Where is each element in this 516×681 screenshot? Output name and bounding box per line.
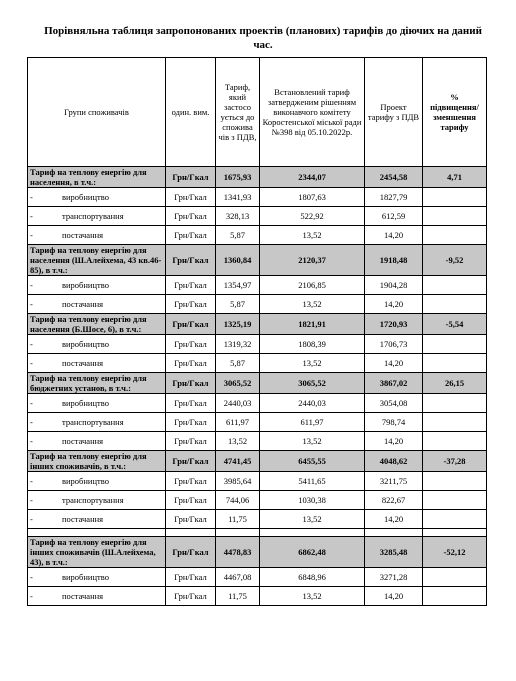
cell-current: 744,06 — [216, 491, 260, 510]
group-row — [28, 451, 487, 472]
cell-approved: 3065,52 — [260, 373, 365, 394]
cell-current: 2440,03 — [216, 394, 260, 413]
header-unit: один. вим. — [166, 58, 216, 167]
row-label: виробництво — [62, 280, 109, 290]
row-label: транспортування — [62, 211, 124, 221]
table-row — [28, 413, 487, 432]
cell-pct: -52,12 — [423, 537, 487, 568]
cell-project: 3271,28 — [365, 568, 423, 587]
row-dash: - — [30, 358, 33, 368]
cell-name — [28, 587, 166, 606]
cell-name — [28, 394, 166, 413]
cell-name — [28, 568, 166, 587]
cell-pct — [423, 413, 487, 432]
cell-name — [28, 472, 166, 491]
cell-pct: -9,52 — [423, 245, 487, 276]
cell-pct — [423, 207, 487, 226]
cell-unit: Грн/Гкал — [166, 188, 216, 207]
cell-unit: Грн/Гкал — [166, 413, 216, 432]
cell-name: Тариф на теплову енергію для населення (Ш.Алейхема, 43 кв.46-85), в т.ч.: — [28, 245, 166, 276]
cell-pct: 4,71 — [423, 167, 487, 188]
row-label: виробництво — [62, 339, 109, 349]
group-row — [28, 537, 487, 568]
cell-approved: 13,52 — [260, 587, 365, 606]
cell-project: 3054,08 — [365, 394, 423, 413]
group-row — [28, 314, 487, 335]
cell-current: 1319,32 — [216, 335, 260, 354]
cell-pct — [423, 587, 487, 606]
cell-unit: Грн/Гкал — [166, 207, 216, 226]
cell-project: 3285,48 — [365, 537, 423, 568]
cell-approved: 13,52 — [260, 432, 365, 451]
cell-approved: 2344,07 — [260, 167, 365, 188]
cell-pct — [423, 335, 487, 354]
cell-approved: 1030,38 — [260, 491, 365, 510]
cell-pct: 26,15 — [423, 373, 487, 394]
cell-project: 3867,02 — [365, 373, 423, 394]
row-label: постачання — [62, 299, 104, 309]
row-label: транспортування — [62, 495, 124, 505]
table-row — [28, 432, 487, 451]
cell-unit: Грн/Гкал — [166, 432, 216, 451]
cell-unit: Грн/Гкал — [166, 587, 216, 606]
cell-approved: 6862,48 — [260, 537, 365, 568]
cell-current: 4478,83 — [216, 537, 260, 568]
cell-unit: Грн/Гкал — [166, 335, 216, 354]
cell-unit: Грн/Гкал — [166, 167, 216, 188]
cell-name — [28, 491, 166, 510]
cell-unit: Грн/Гкал — [166, 537, 216, 568]
cell-project: 2454,58 — [365, 167, 423, 188]
group-row — [28, 373, 487, 394]
cell-approved: 611,97 — [260, 413, 365, 432]
cell-pct — [423, 529, 487, 537]
table-row — [28, 226, 487, 245]
table-row — [28, 394, 487, 413]
group-row — [28, 167, 487, 188]
cell-project: 4048,62 — [365, 451, 423, 472]
table-row — [28, 491, 487, 510]
cell-project: 798,74 — [365, 413, 423, 432]
tariff-table — [27, 57, 487, 606]
cell-unit: Грн/Гкал — [166, 472, 216, 491]
cell-approved: 522,92 — [260, 207, 365, 226]
cell-current: 11,75 — [216, 587, 260, 606]
table-row — [28, 568, 487, 587]
cell-current — [216, 529, 260, 537]
cell-name — [28, 354, 166, 373]
table-row — [28, 510, 487, 529]
row-label: виробництво — [62, 572, 109, 582]
cell-unit: Грн/Гкал — [166, 354, 216, 373]
cell-current: 1675,93 — [216, 167, 260, 188]
cell-name — [28, 413, 166, 432]
cell-name: Тариф на теплову енергію для населення (Б.Шосе, 6), в т.ч.: — [28, 314, 166, 335]
header-current: Тариф, який застосо ується до спожива чів з ПДВ, — [216, 58, 260, 167]
row-dash: - — [30, 398, 33, 408]
cell-name — [28, 529, 166, 537]
row-dash: - — [30, 299, 33, 309]
cell-name: Тариф на теплову енергію для бюджетних установ, в т.ч.: — [28, 373, 166, 394]
cell-unit: Грн/Гкал — [166, 314, 216, 335]
row-dash: - — [30, 591, 33, 601]
header-group: Групи споживачів — [28, 58, 166, 167]
cell-current: 5,87 — [216, 295, 260, 314]
cell-name: Тариф на теплову енергію для населення, в т.ч.: — [28, 167, 166, 188]
cell-pct — [423, 188, 487, 207]
cell-unit — [166, 529, 216, 537]
cell-pct — [423, 295, 487, 314]
cell-project: 14,20 — [365, 295, 423, 314]
table-row — [28, 295, 487, 314]
cell-approved: 5411,65 — [260, 472, 365, 491]
cell-unit: Грн/Гкал — [166, 451, 216, 472]
cell-unit: Грн/Гкал — [166, 276, 216, 295]
cell-current: 5,87 — [216, 354, 260, 373]
cell-unit: Грн/Гкал — [166, 226, 216, 245]
cell-approved: 1808,39 — [260, 335, 365, 354]
cell-pct — [423, 226, 487, 245]
cell-project: 14,20 — [365, 587, 423, 606]
row-dash: - — [30, 436, 33, 446]
cell-name — [28, 335, 166, 354]
table-row — [28, 207, 487, 226]
cell-pct — [423, 472, 487, 491]
row-dash: - — [30, 514, 33, 524]
cell-name: Тариф на теплову енергію для інших споживачів, в т.ч.: — [28, 451, 166, 472]
cell-current: 3985,64 — [216, 472, 260, 491]
cell-unit: Грн/Гкал — [166, 568, 216, 587]
cell-project: 14,20 — [365, 432, 423, 451]
table-row — [28, 276, 487, 295]
cell-pct — [423, 276, 487, 295]
header-approved: Встановлений тариф затвердженим рішенням виконавчого комітету Коростенської міської ради №398 від 05.10.2022р. — [260, 58, 365, 167]
cell-pct — [423, 432, 487, 451]
cell-name: Тариф на теплову енергію для інших споживачів (Ш.Алейхема, 43), в т.ч.: — [28, 537, 166, 568]
header-pct: % підвищення/ зменшення тарифу — [423, 58, 487, 167]
cell-approved: 1821,91 — [260, 314, 365, 335]
row-label: виробництво — [62, 476, 109, 486]
cell-current: 5,87 — [216, 226, 260, 245]
cell-name — [28, 276, 166, 295]
row-dash: - — [30, 192, 33, 202]
cell-unit: Грн/Гкал — [166, 510, 216, 529]
cell-pct — [423, 354, 487, 373]
cell-current: 4741,45 — [216, 451, 260, 472]
row-label: виробництво — [62, 398, 109, 408]
cell-project: 612,59 — [365, 207, 423, 226]
cell-project: 1720,93 — [365, 314, 423, 335]
row-dash: - — [30, 476, 33, 486]
cell-current: 1325,19 — [216, 314, 260, 335]
cell-project: 3211,75 — [365, 472, 423, 491]
cell-pct: -5,54 — [423, 314, 487, 335]
cell-name — [28, 188, 166, 207]
cell-approved: 2106,85 — [260, 276, 365, 295]
cell-pct: -37,28 — [423, 451, 487, 472]
cell-current: 1341,93 — [216, 188, 260, 207]
cell-project: 14,20 — [365, 354, 423, 373]
table-row — [28, 335, 487, 354]
cell-project: 14,20 — [365, 226, 423, 245]
cell-unit: Грн/Гкал — [166, 245, 216, 276]
group-row — [28, 245, 487, 276]
row-dash: - — [30, 495, 33, 505]
row-label: транспортування — [62, 417, 124, 427]
cell-project: 822,67 — [365, 491, 423, 510]
row-label: постачання — [62, 230, 104, 240]
cell-approved: 13,52 — [260, 354, 365, 373]
cell-project: 1706,73 — [365, 335, 423, 354]
cell-pct — [423, 568, 487, 587]
cell-unit: Грн/Гкал — [166, 394, 216, 413]
cell-project — [365, 529, 423, 537]
cell-pct — [423, 491, 487, 510]
table-row — [28, 354, 487, 373]
cell-project: 1827,79 — [365, 188, 423, 207]
table-row — [28, 188, 487, 207]
row-label: постачання — [62, 436, 104, 446]
cell-pct — [423, 394, 487, 413]
table-header-row — [28, 58, 487, 167]
header-project: Проект тарифу з ПДВ — [365, 58, 423, 167]
cell-current: 328,13 — [216, 207, 260, 226]
row-dash: - — [30, 230, 33, 240]
cell-name — [28, 226, 166, 245]
cell-project: 1904,28 — [365, 276, 423, 295]
cell-approved: 6455,55 — [260, 451, 365, 472]
cell-unit: Грн/Гкал — [166, 491, 216, 510]
cell-pct — [423, 510, 487, 529]
cell-project: 14,20 — [365, 510, 423, 529]
cell-current: 13,52 — [216, 432, 260, 451]
row-label: виробництво — [62, 192, 109, 202]
document-title: Порівняльна таблиця запропонованих проектів (планових) тарифів до діючих на даний час. — [44, 25, 482, 51]
cell-name — [28, 432, 166, 451]
cell-unit: Грн/Гкал — [166, 373, 216, 394]
cell-approved: 13,52 — [260, 510, 365, 529]
row-label: постачання — [62, 358, 104, 368]
row-dash: - — [30, 211, 33, 221]
cell-project: 1918,48 — [365, 245, 423, 276]
cell-current: 11,75 — [216, 510, 260, 529]
cell-unit: Грн/Гкал — [166, 295, 216, 314]
row-dash: - — [30, 280, 33, 290]
cell-approved: 2440,03 — [260, 394, 365, 413]
row-label: постачання — [62, 514, 104, 524]
cell-current: 3065,52 — [216, 373, 260, 394]
cell-current: 4467,08 — [216, 568, 260, 587]
blank-row — [28, 529, 487, 537]
row-label: постачання — [62, 591, 104, 601]
row-dash: - — [30, 417, 33, 427]
cell-current: 611,97 — [216, 413, 260, 432]
table-row — [28, 472, 487, 491]
cell-approved: 2120,37 — [260, 245, 365, 276]
row-dash: - — [30, 572, 33, 582]
table-row — [28, 587, 487, 606]
cell-approved: 13,52 — [260, 226, 365, 245]
row-dash: - — [30, 339, 33, 349]
cell-approved: 1807,63 — [260, 188, 365, 207]
cell-name — [28, 207, 166, 226]
cell-approved: 13,52 — [260, 295, 365, 314]
cell-approved: 6848,96 — [260, 568, 365, 587]
cell-approved — [260, 529, 365, 537]
cell-name — [28, 510, 166, 529]
cell-name — [28, 295, 166, 314]
cell-current: 1354,97 — [216, 276, 260, 295]
cell-current: 1360,84 — [216, 245, 260, 276]
